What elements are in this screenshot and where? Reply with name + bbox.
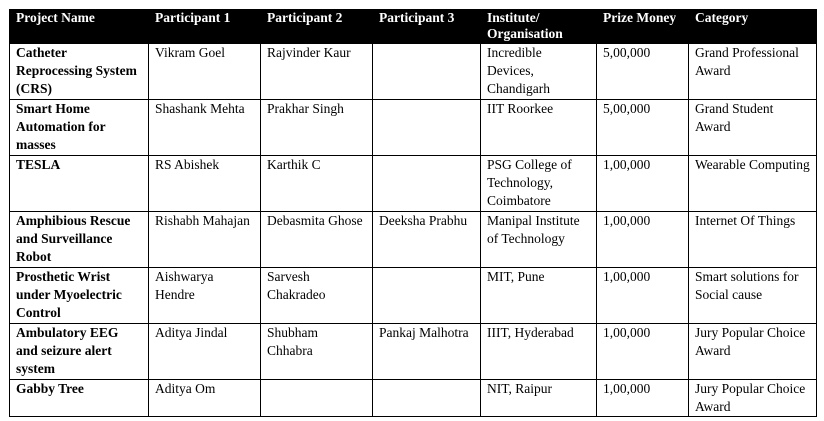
cell-participant-3 [373, 380, 481, 417]
cell-prize-money: 1,00,000 [597, 212, 689, 268]
awards-table-container [9, 9, 816, 417]
cell-project-name: Ambulatory EEG and seizure alert system [10, 324, 149, 380]
cell-project-name: TESLA [10, 156, 149, 212]
table-row [10, 268, 817, 324]
cell-participant-1: RS Abishek [149, 156, 261, 212]
cell-participant-2: Rajvinder Kaur [261, 44, 373, 100]
header-participant-2: Participant 2 [261, 10, 373, 44]
table-row [10, 44, 817, 100]
header-category: Category [689, 10, 817, 44]
table-row [10, 324, 817, 380]
cell-project-name: Smart Home Automation for masses [10, 100, 149, 156]
cell-institute: IIT Roorkee [481, 100, 597, 156]
cell-prize-money: 1,00,000 [597, 324, 689, 380]
table-row [10, 100, 817, 156]
cell-participant-2: Prakhar Singh [261, 100, 373, 156]
awards-table [9, 9, 817, 417]
cell-participant-3 [373, 100, 481, 156]
cell-participant-3 [373, 44, 481, 100]
cell-category: Grand Professional Award [689, 44, 817, 100]
cell-institute: NIT, Raipur [481, 380, 597, 417]
cell-participant-1: Vikram Goel [149, 44, 261, 100]
cell-participant-1: Shashank Mehta [149, 100, 261, 156]
cell-category: Jury Popular Choice Award [689, 380, 817, 417]
cell-participant-3 [373, 156, 481, 212]
cell-category: Internet Of Things [689, 212, 817, 268]
header-participant-3: Participant 3 [373, 10, 481, 44]
cell-participant-3 [373, 268, 481, 324]
table-row [10, 212, 817, 268]
cell-project-name: Amphibious Rescue and Surveillance Robot [10, 212, 149, 268]
cell-participant-2: Karthik C [261, 156, 373, 212]
header-prize-money: Prize Money [597, 10, 689, 44]
cell-participant-1: Aditya Om [149, 380, 261, 417]
cell-participant-3: Pankaj Malhotra [373, 324, 481, 380]
cell-participant-1: Aditya Jindal [149, 324, 261, 380]
cell-category: Grand Student Award [689, 100, 817, 156]
cell-institute: IIIT, Hyderabad [481, 324, 597, 380]
cell-prize-money: 1,00,000 [597, 380, 689, 417]
cell-prize-money: 5,00,000 [597, 44, 689, 100]
cell-participant-1: Aishwarya Hendre [149, 268, 261, 324]
header-project-name: Project Name [10, 10, 149, 44]
table-header-row [10, 10, 817, 44]
cell-prize-money: 5,00,000 [597, 100, 689, 156]
cell-category: Wearable Computing [689, 156, 817, 212]
header-participant-1: Participant 1 [149, 10, 261, 44]
cell-participant-3: Deeksha Prabhu [373, 212, 481, 268]
cell-participant-2 [261, 380, 373, 417]
cell-category: Smart solutions for Social cause [689, 268, 817, 324]
cell-category: Jury Popular Choice Award [689, 324, 817, 380]
cell-participant-2: Shubham Chhabra [261, 324, 373, 380]
cell-project-name: Catheter Reprocessing System (CRS) [10, 44, 149, 100]
cell-institute: MIT, Pune [481, 268, 597, 324]
cell-project-name: Prosthetic Wrist under Myoelectric Control [10, 268, 149, 324]
cell-participant-2: Debasmita Ghose [261, 212, 373, 268]
cell-participant-2: Sarvesh Chakradeo [261, 268, 373, 324]
cell-prize-money: 1,00,000 [597, 156, 689, 212]
cell-institute: Manipal Institute of Technology [481, 212, 597, 268]
table-row [10, 156, 817, 212]
table-row [10, 380, 817, 417]
cell-project-name: Gabby Tree [10, 380, 149, 417]
cell-institute: PSG College of Technology, Coimbatore [481, 156, 597, 212]
cell-participant-1: Rishabh Mahajan [149, 212, 261, 268]
header-institute: Institute/ Organisation [481, 10, 597, 44]
cell-institute: Incredible Devices, Chandigarh [481, 44, 597, 100]
cell-prize-money: 1,00,000 [597, 268, 689, 324]
